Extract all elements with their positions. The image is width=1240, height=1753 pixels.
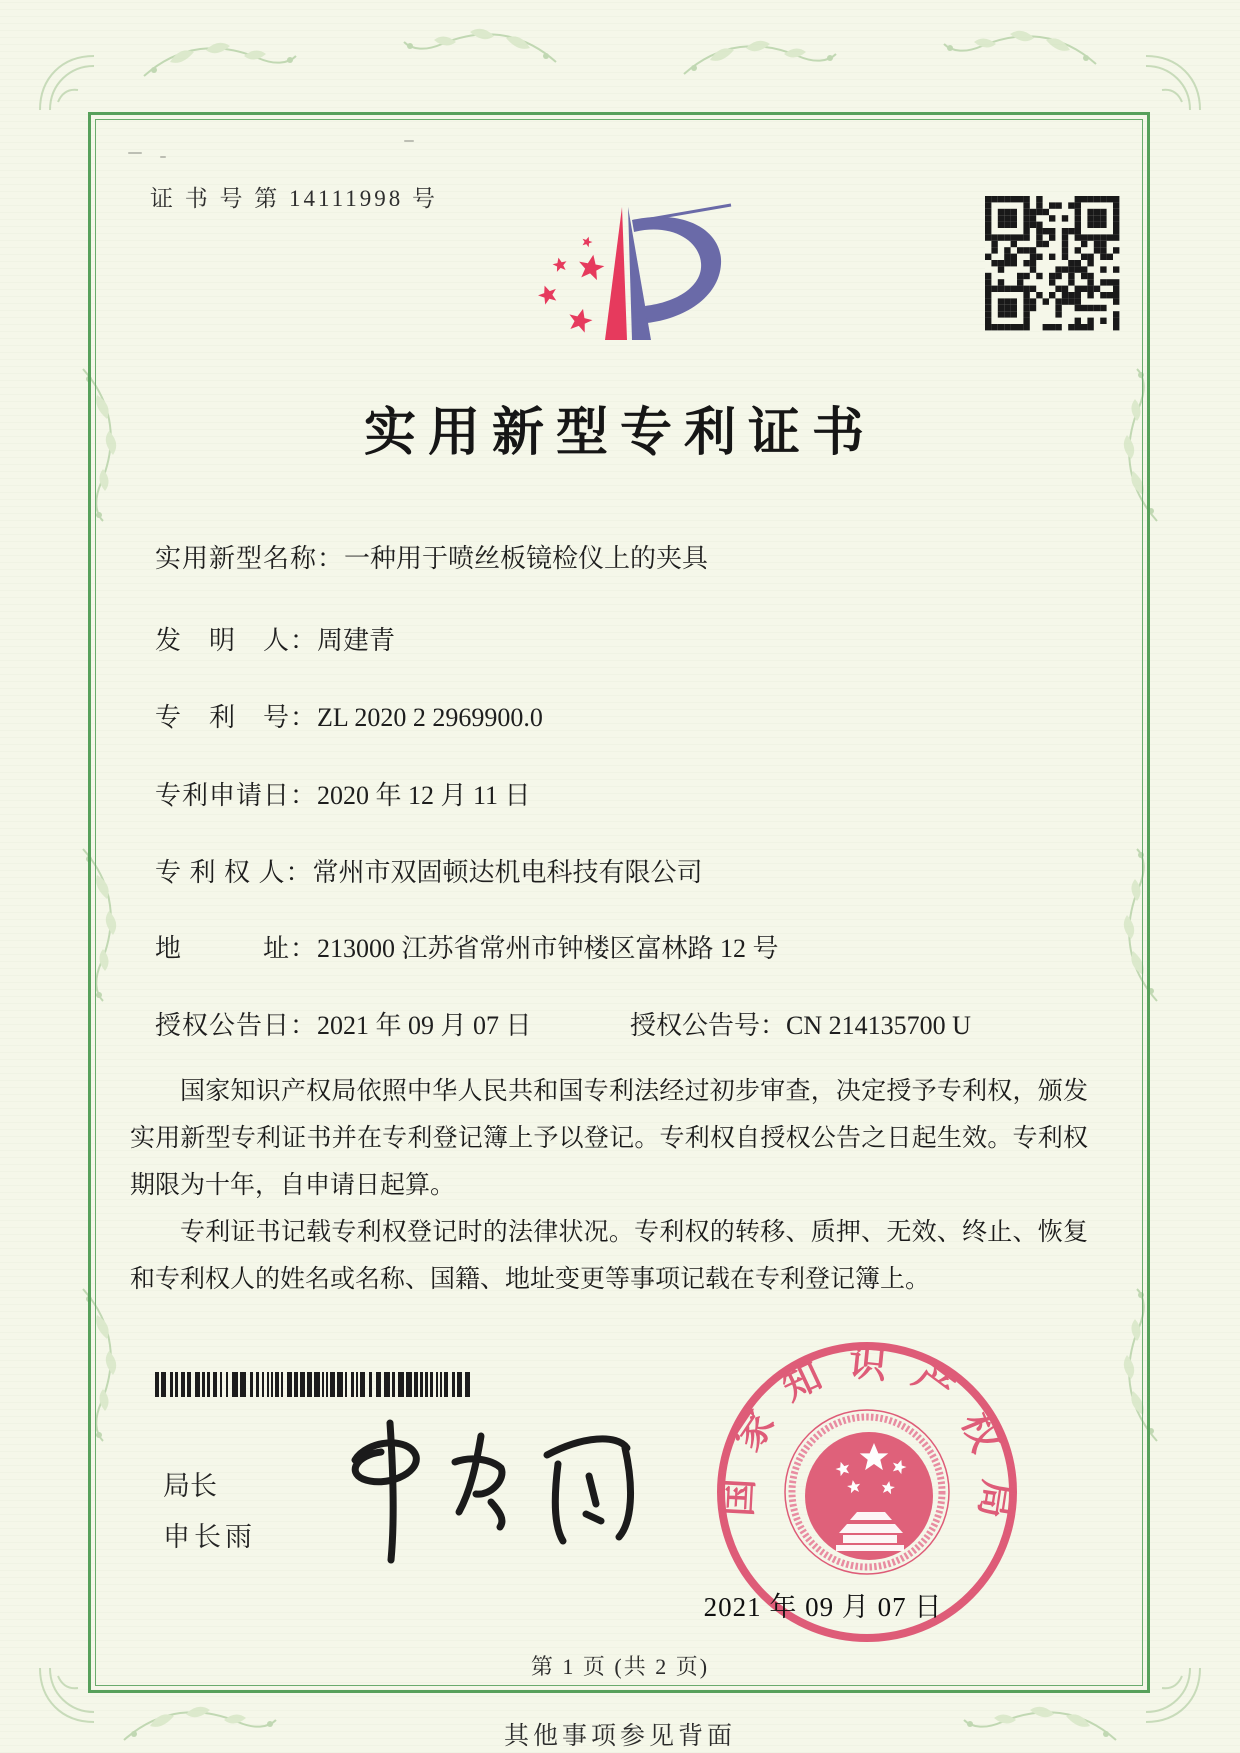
field-label: 专利申请日： <box>155 781 318 810</box>
certificate-body <box>130 1068 1088 1303</box>
cnipa-logo-icon <box>535 192 735 344</box>
field-patent-number <box>155 697 543 734</box>
field-value: 2020 年 12 月 11 日 <box>317 781 531 810</box>
border-ornament <box>940 24 1100 74</box>
field-label: 发 明 人： <box>155 626 318 655</box>
page-number: 第 1 页 (共 2 页) <box>530 1654 710 1679</box>
body-paragraph-2: 专利证书记载专利权登记时的法律状况。专利权的转移、质押、无效、终止、恢复和专利权人的姓名或名称、国籍、地址变更等事项记载在专利登记簿上。 <box>130 1219 1088 1293</box>
barcode <box>155 1372 473 1397</box>
field-inventor <box>155 620 395 657</box>
field-value: 一种用于喷丝板镜检仪上的夹具 <box>344 544 709 573</box>
border-ornament <box>400 22 560 72</box>
field-label: 专 利 号： <box>155 703 318 732</box>
field-grant-number <box>630 1005 971 1042</box>
certificate-title: 实用新型专利证书 <box>363 405 876 462</box>
field-utility-model-name <box>155 538 708 575</box>
corner-ornament <box>32 48 102 118</box>
field-address <box>155 928 779 965</box>
field-value: 周建青 <box>317 626 396 655</box>
field-patentee <box>155 852 703 889</box>
certificate-number: 证 书 号 第 14111998 号 <box>150 186 439 211</box>
border-ornament <box>140 36 300 86</box>
body-paragraph-1: 国家知识产权局依照中华人民共和国专利法经过初步审查，决定授予专利权，颁发实用新型专利证书并在专利登记簿上予以登记。专利权自授权公告之日起生效。专利权期限为十年，自申请日起算。 <box>130 1078 1088 1199</box>
field-label: 实用新型名称： <box>155 544 345 573</box>
field-grant-date <box>155 1005 532 1042</box>
field-value: 常州市双固顿达机电科技有限公司 <box>312 858 703 887</box>
field-label: 专 利 权 人： <box>155 858 313 887</box>
field-label: 授权公告号： <box>630 1011 787 1040</box>
field-value: 2021 年 09 月 07 日 <box>317 1011 532 1040</box>
commissioner-name: 申长雨 <box>163 1522 256 1552</box>
field-value: 213000 江苏省常州市钟楼区富林路 12 号 <box>317 934 779 963</box>
field-value: ZL 2020 2 2969900.0 <box>317 703 543 732</box>
back-side-note: 其他事项参见背面 <box>503 1723 736 1750</box>
seal-date: 2021 年 09 月 07 日 <box>703 1592 943 1622</box>
corner-ornament <box>1138 48 1208 118</box>
qr-code <box>985 196 1120 331</box>
field-label: 授权公告日： <box>155 1011 318 1040</box>
border-ornament <box>680 34 840 84</box>
commissioner-signature <box>295 1408 645 1583</box>
field-value: CN 214135700 U <box>786 1011 971 1040</box>
seal-ring-text: 国家知识产权局 <box>717 1341 1018 1545</box>
commissioner-title: 局长 <box>163 1471 217 1501</box>
field-application-date <box>155 775 531 812</box>
field-label: 地 址： <box>155 934 318 963</box>
